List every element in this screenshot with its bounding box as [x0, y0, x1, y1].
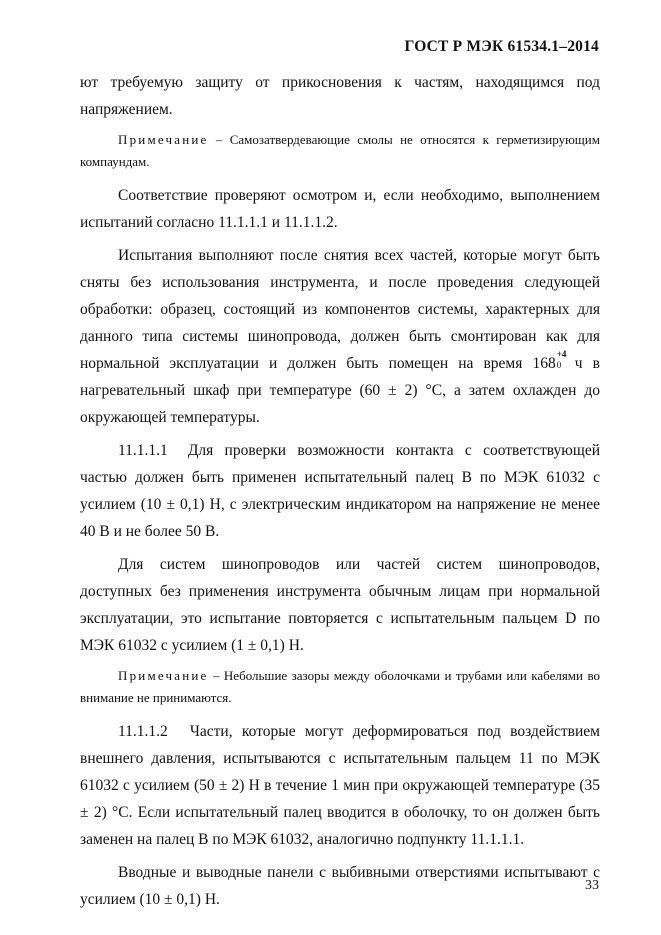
tolerance-marker [556, 349, 567, 370]
note-1 [80, 129, 600, 173]
document-body [80, 69, 600, 913]
tolerance-lower: 0 [556, 360, 562, 370]
note-text: – Небольшие зазоры между оболочками и трубами или кабелями во внимание не принимаются. [80, 668, 600, 705]
clause-number: 11.1.1.1 [118, 442, 168, 459]
document-header: ГОСТ Р МЭК 61534.1–2014 [404, 38, 599, 55]
note-2 [80, 665, 600, 709]
note-label: Примечание [118, 668, 209, 683]
clause-11-1-1-2 [80, 718, 600, 853]
page-number: 33 [585, 878, 599, 893]
clause-text: Для проверки возможности контакта с соответствующей частью должен быть применен испытательный палец B по МЭК 61032 с усилием (10 ± 0,1) Н, с электрическим индикатором на напряжение не менее 40 В и не более 50 В. [80, 442, 600, 540]
paragraph-knockouts: Вводные и выводные панели с выбивными отверстиями испытывают с усилием (10 ± 0,1) Н. [80, 864, 600, 908]
note-text: – Самозатвердевающие смолы не относятся к герметизирующим компаундам. [80, 132, 600, 169]
paragraph-finger-d: Для систем шинопроводов или частей систем шинопроводов, доступных без применения инструмента обычным лицам при нормальной эксплуатации, это испытание повторяется с испытательным пальцем D по МЭК 61032 с усилием (1 ± 0,1) Н. [80, 556, 600, 654]
paragraph-conformity: Соответствие проверяют осмотром и, если необходимо, выполнением испытаний согласно 11.1.1.1 и 11.1.1.2. [80, 187, 600, 231]
note-label: Примечание [118, 132, 209, 147]
paragraph-treatment [80, 242, 600, 431]
paragraph-continuation: ют требуемую защиту от прикосновения к частям, находящимся под напряжением. [80, 74, 600, 118]
clause-text: Части, которые могут деформироваться под воздействием внешнего давления, испытываются с испытательным пальцем 11 по МЭК 61032 с усилием (50 ± 2) Н в течение 1 мин при окружающей температуре (35 ± 2) °С. Если испытательный палец вводится в оболочку, то он должен быть заменен на палец B по МЭК 61032, аналогично подпункту 11.1.1.1. [80, 723, 600, 848]
clause-number: 11.1.1.2 [118, 723, 168, 740]
clause-11-1-1-1 [80, 437, 600, 545]
tolerance-upper: +4 [556, 349, 567, 359]
treatment-text-after: ч в нагревательный шкаф при температуре (60 ± 2) °С, а затем охлажден до окружающей температуры. [80, 355, 600, 426]
treatment-text-before: Испытания выполняют после снятия всех частей, которые могут быть сняты без использования инструмента, и после проведения следующей обработки: образец, состоящий из компонентов системы, характерных для данного типа системы шинопровода, должен быть смонтирован как для нормальной эксплуатации и должен быть помещен на время 168 [80, 247, 600, 372]
